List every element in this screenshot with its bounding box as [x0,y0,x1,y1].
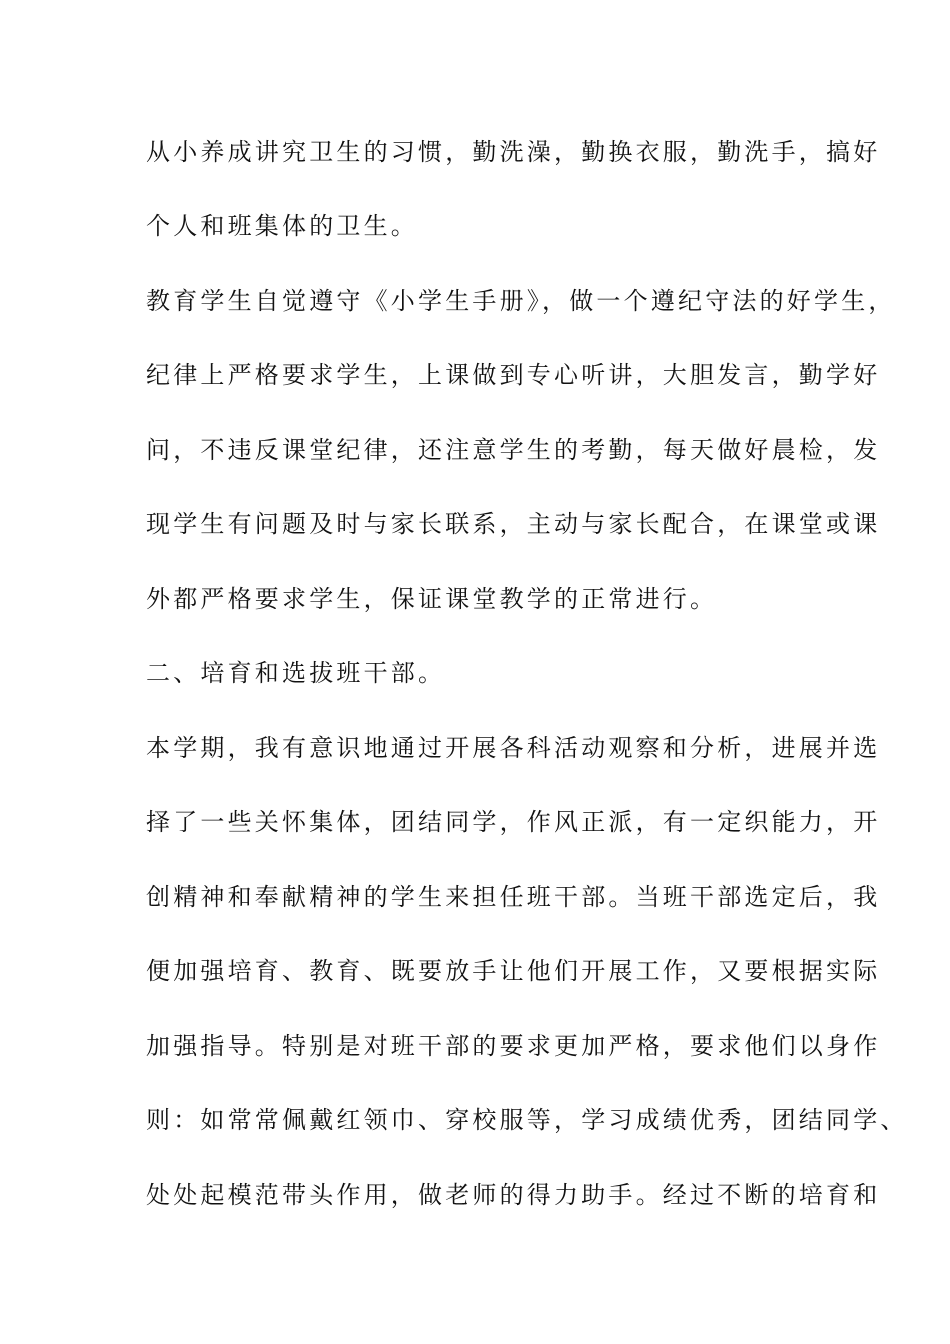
text-line: 教育学生自觉遵守《小学生手册》，做一个遵纪守法的好学生， [146,287,896,315]
text-line: 加强指导。特别是对班干部的要求更加严格，要求他们以身作 [146,1032,881,1060]
section-heading: 二、培育和选拔班干部。 [146,659,446,687]
text-line: 择了一些关怀集体，团结同学，作风正派，有一定织能力，开 [146,808,881,836]
text-line: 问，不违反课堂纪律，还注意学生的考勤，每天做好晨检，发 [146,436,881,464]
text-line: 现学生有问题及时与家长联系，主动与家长配合，在课堂或课 [146,510,881,538]
text-line: 便加强培育、教育、既要放手让他们开展工作，又要根据实际 [146,957,881,985]
text-line: 则：如常常佩戴红领巾、穿校服等，学习成绩优秀，团结同学、 [146,1106,908,1134]
text-line: 纪律上严格要求学生，上课做到专心听讲，大胆发言，勤学好 [146,361,881,389]
text-line: 创精神和奉献精神的学生来担任班干部。当班干部选定后，我 [146,883,881,911]
text-line: 外都严格要求学生，保证课堂教学的正常进行。 [146,585,718,613]
text-line: 个人和班集体的卫生。 [146,212,418,240]
text-line: 本学期，我有意识地通过开展各科活动观察和分析，进展并选 [146,734,881,762]
text-line: 处处起模范带头作用，做老师的得力助手。经过不断的培育和 [146,1181,881,1209]
text-line: 从小养成讲究卫生的习惯，勤洗澡，勤换衣服，勤洗手，搞好 [146,138,881,166]
